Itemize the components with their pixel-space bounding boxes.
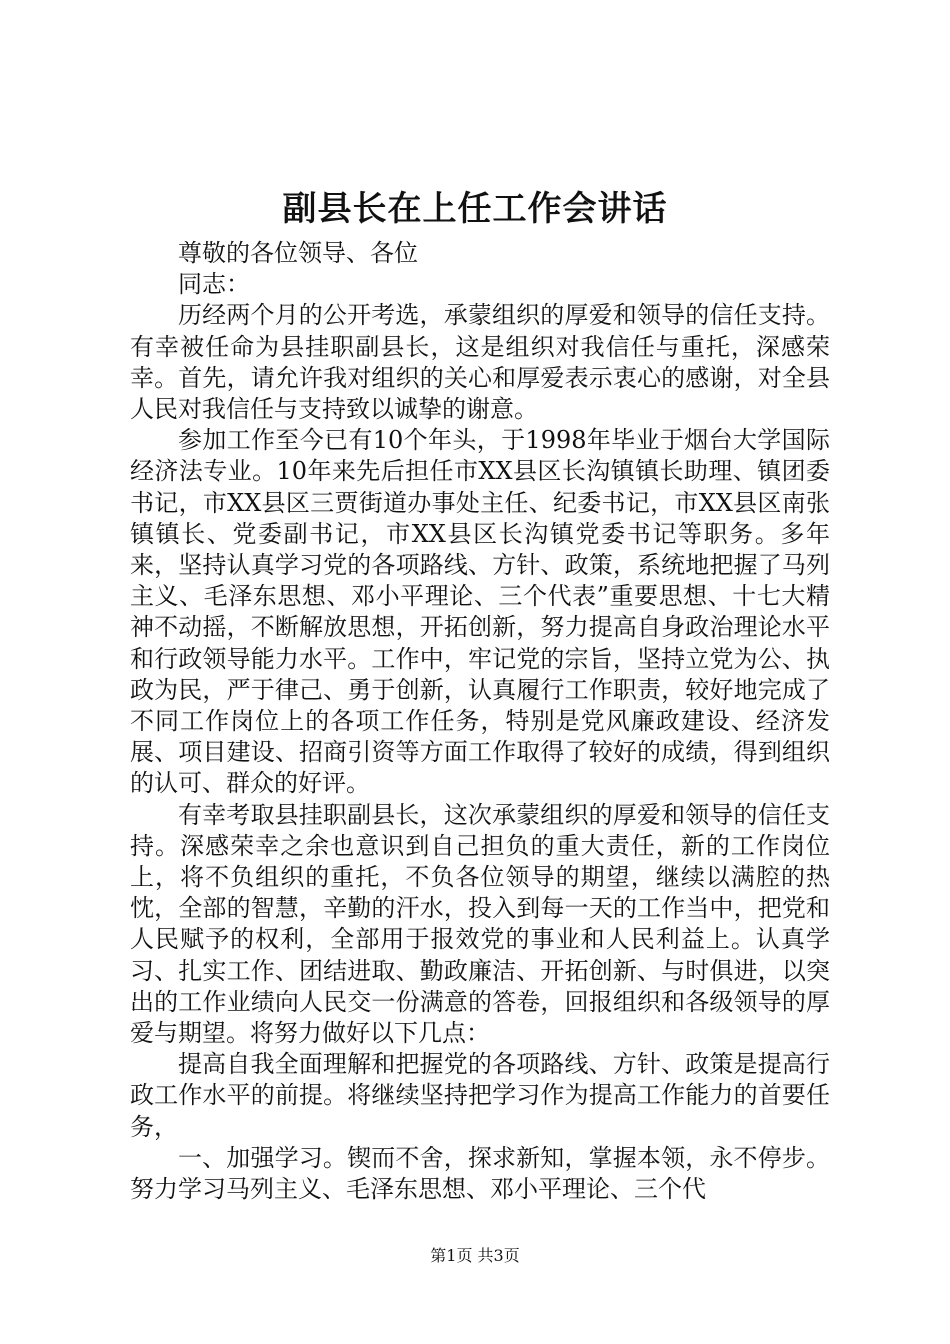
salutation-line-1: 尊敬的各位领导、各位 — [178, 239, 418, 267]
document-title: 副县长在上任工作会讲话 — [282, 189, 668, 229]
paragraph-commitment: 有幸考取县挂职副县长，这次承蒙组织的厚爱和领导的信任支持。深感荣幸之余也意识到自己担负的重大责任，新的工作岗位上，将不负组织的重托，不负各位领导的期望，继续以满腔的热忱，全部的智慧，辛勤的汗水，投入到每一天的工作当中，把党和人民赋予的权利，全部用于报效党的事业和人民利益上。认真学习、扎实工作、团结进取、勤政廉洁、开拓创新、与时俱进，以突出的工作业绩向人民交一份满意的答卷，回报组织和各级领导的厚爱与期望。将努力做好以下几点： — [130, 800, 830, 1048]
paragraph-intro: 历经两个月的公开考选，承蒙组织的厚爱和领导的信任支持。有幸被任命为县挂职副县长，这是组织对我信任与重托，深感荣幸。首先，请允许我对组织的关心和厚爱表示衷心的感谢，对全县人民对我信任与支持致以诚挚的谢意。 — [130, 301, 830, 424]
paragraph-point-one: 一、加强学习。锲而不舍，探求新知，掌握本领，永不停步。努力学习马列主义、毛泽东思想、邓小平理论、三个代 — [130, 1143, 830, 1204]
paragraph-background: 参加工作至今已有10个年头，于1998年毕业于烟台大学国际经济法专业。10年来先后担任市XX县区长沟镇镇长助理、镇团委书记，市XX县区三贾街道办事处主任、纪委书记，市XX县区南张镇镇长、党委副书记，市XX县区长沟镇党委书记等职务。多年来，坚持认真学习党的各项路线、方针、政策，系统地把握了马列主义、毛泽东思想、邓小平理论、三个代表”重要思想、十七大精神不动摇，不断解放思想，开拓创新，努力提高自身政治理论水平和行政领导能力水平。工作中，牢记党的宗旨，坚持立党为公、执政为民，严于律己、勇于创新，认真履行工作职责，较好地完成了不同工作岗位上的各项工作任务，特别是党风廉政建设、经济发展、项目建设、招商引资等方面工作取得了较好的成绩，得到组织的认可、群众的好评。 — [130, 426, 830, 798]
document-body — [130, 238, 830, 1205]
paragraph-study-premise: 提高自我全面理解和把握党的各项路线、方针、政策是提高行政工作水平的前提。将继续坚持把学习作为提高工作能力的首要任务， — [130, 1050, 830, 1141]
salutation-line-2: 同志： — [178, 270, 250, 299]
page-number-footer: 第1页 共3页 — [430, 1246, 520, 1265]
